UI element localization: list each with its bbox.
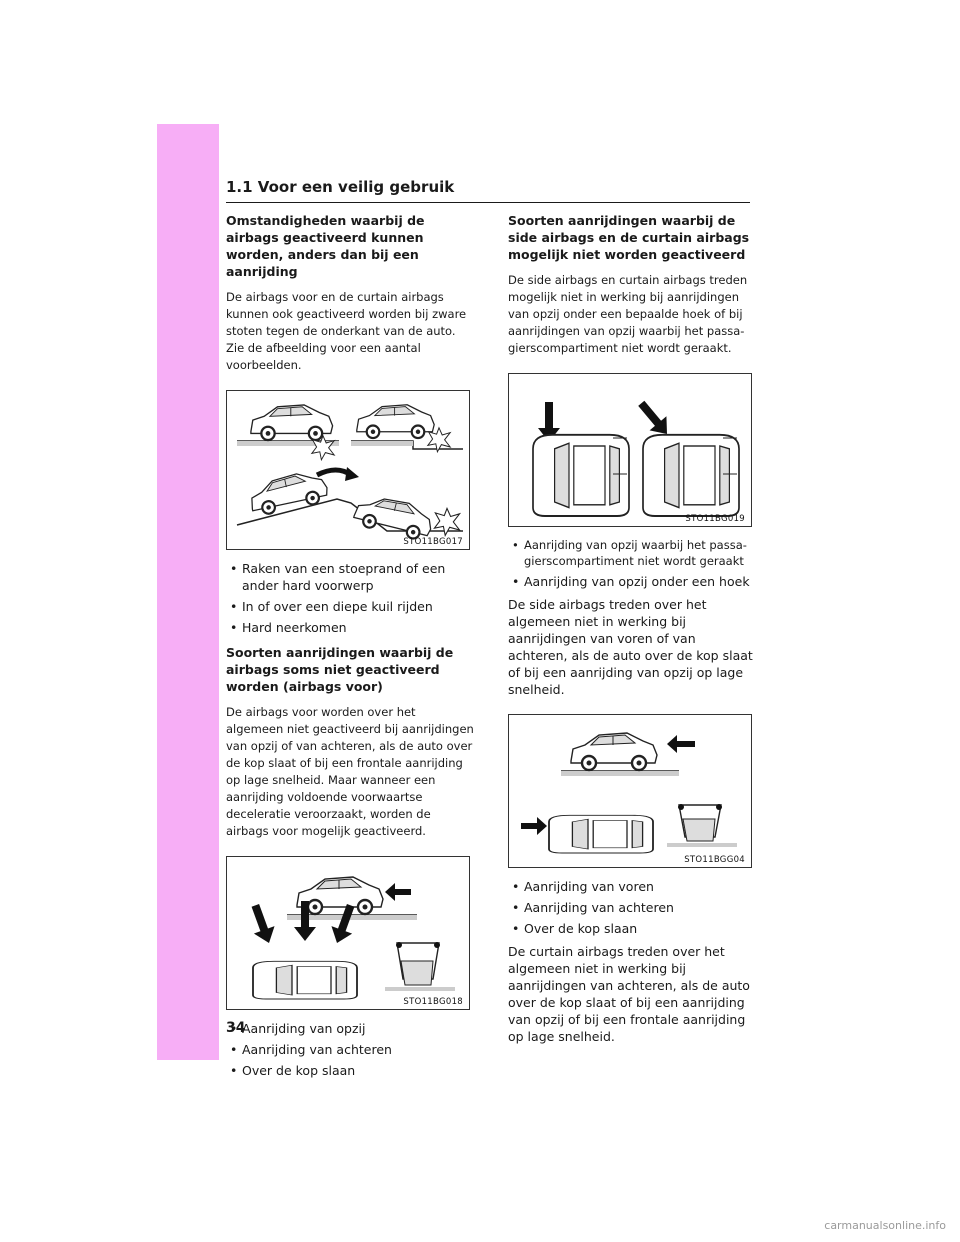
chapter-tab [157,124,219,1060]
figure-side-impact-cases [508,373,752,527]
list-underbody-cases [226,560,474,636]
left-column [226,212,474,1083]
list-item: • Over de kop slaan [226,1062,474,1079]
right-column [508,212,756,1045]
paragraph-nonaccident: De airbags voor en de curtain airbags kunnen ook geactiveerd worden bij zware stoten tegen de onderkant van de auto. Zie de afbeelding voor een aantal voorbeelden. [226,290,467,372]
figure-underbody-impacts [226,390,470,550]
figure-side-impact-illustration [509,374,751,526]
section-heading-front-airbags: Soorten aanrijdingen waarbij de airbags soms niet geactiveerd worden (airbags voor) [226,645,454,694]
figure-code: STO11BG019 [685,514,745,524]
list-item: • Aanrijding van opzij [226,1020,474,1037]
list-item: • In of over een diepe kuil rijden [226,598,474,615]
figure-front-airbag-cases [226,856,470,1010]
paragraph-side-airbags: De side airbags treden over het algemeen niet in werking bij aanrijdingen van voren of van achteren, als de auto over de kop slaat of bij een aanrijding van opzij op lage snelheid. [508,597,753,697]
list-item: • Aanrijding van achteren [508,899,756,916]
section-header [226,178,750,203]
figure-side-airbag-cases [508,714,752,868]
figure-side-airbag-illustration [509,715,751,867]
list-front-airbag-cases [226,1020,474,1079]
list-item: • Aanrijding van opzij waarbij het passa-gierscompartiment niet wordt geraakt [508,537,756,569]
figure-underbody-illustration [227,391,469,549]
list-item: • Raken van een stoeprand of een ander hard voorwerp [226,560,474,594]
figure-front-airbag-illustration [227,857,469,1009]
section-heading-side-curtain: Soorten aanrijdingen waarbij de side airbags en de curtain airbags mogelijk niet worden geactiveerd [508,213,750,262]
figure-code: STO11BG017 [403,537,463,547]
watermark: carmanualsonline.info [824,1219,946,1232]
paragraph-side-curtain: De side airbags en curtain airbags treden mogelijk niet in werking bij aanrijdingen van opzij onder een bepaalde hoek of bij aanrijdingen van opzij waarbij het passa-gierscompartiment niet wordt geraakt. [508,273,748,355]
figure-code: STO11BG018 [403,997,463,1007]
list-side-airbag-cases [508,878,756,937]
list-item: • Over de kop slaan [508,920,756,937]
page-number: 34 [226,1020,246,1036]
section-heading-nonaccident: Omstandigheden waarbij de airbags geactiveerd kunnen worden, anders dan bij een aanrijding [226,213,425,279]
paragraph-front-airbags: De airbags voor worden over het algemeen niet geactiveerd bij aanrijdingen van opzij of van achteren, als de auto over de kop slaat of bij een frontale aanrijding op lage snelheid. Maar wanneer een aanrijding voldoende voorwaartse deceleratie veroorzaakt, worden de airbags voor mogelijk geactiveerd. [226,705,474,838]
list-item: • Aanrijding van opzij onder een hoek [508,573,756,590]
paragraph-curtain-airbags: De curtain airbags treden over het algemeen niet in werking bij aanrijdingen van achteren, als de auto over de kop slaat of bij een aanrijding van opzij of bij een frontale aanrijding op lage snelheid. [508,944,750,1044]
figure-code: STO11BGG04 [684,855,745,865]
section-title: 1.1 Voor een veilig gebruik [226,178,455,196]
list-side-impact-cases [508,537,756,590]
list-item: • Aanrijding van voren [508,878,756,895]
list-item: • Hard neerkomen [226,619,474,636]
list-item: • Aanrijding van achteren [226,1041,474,1058]
